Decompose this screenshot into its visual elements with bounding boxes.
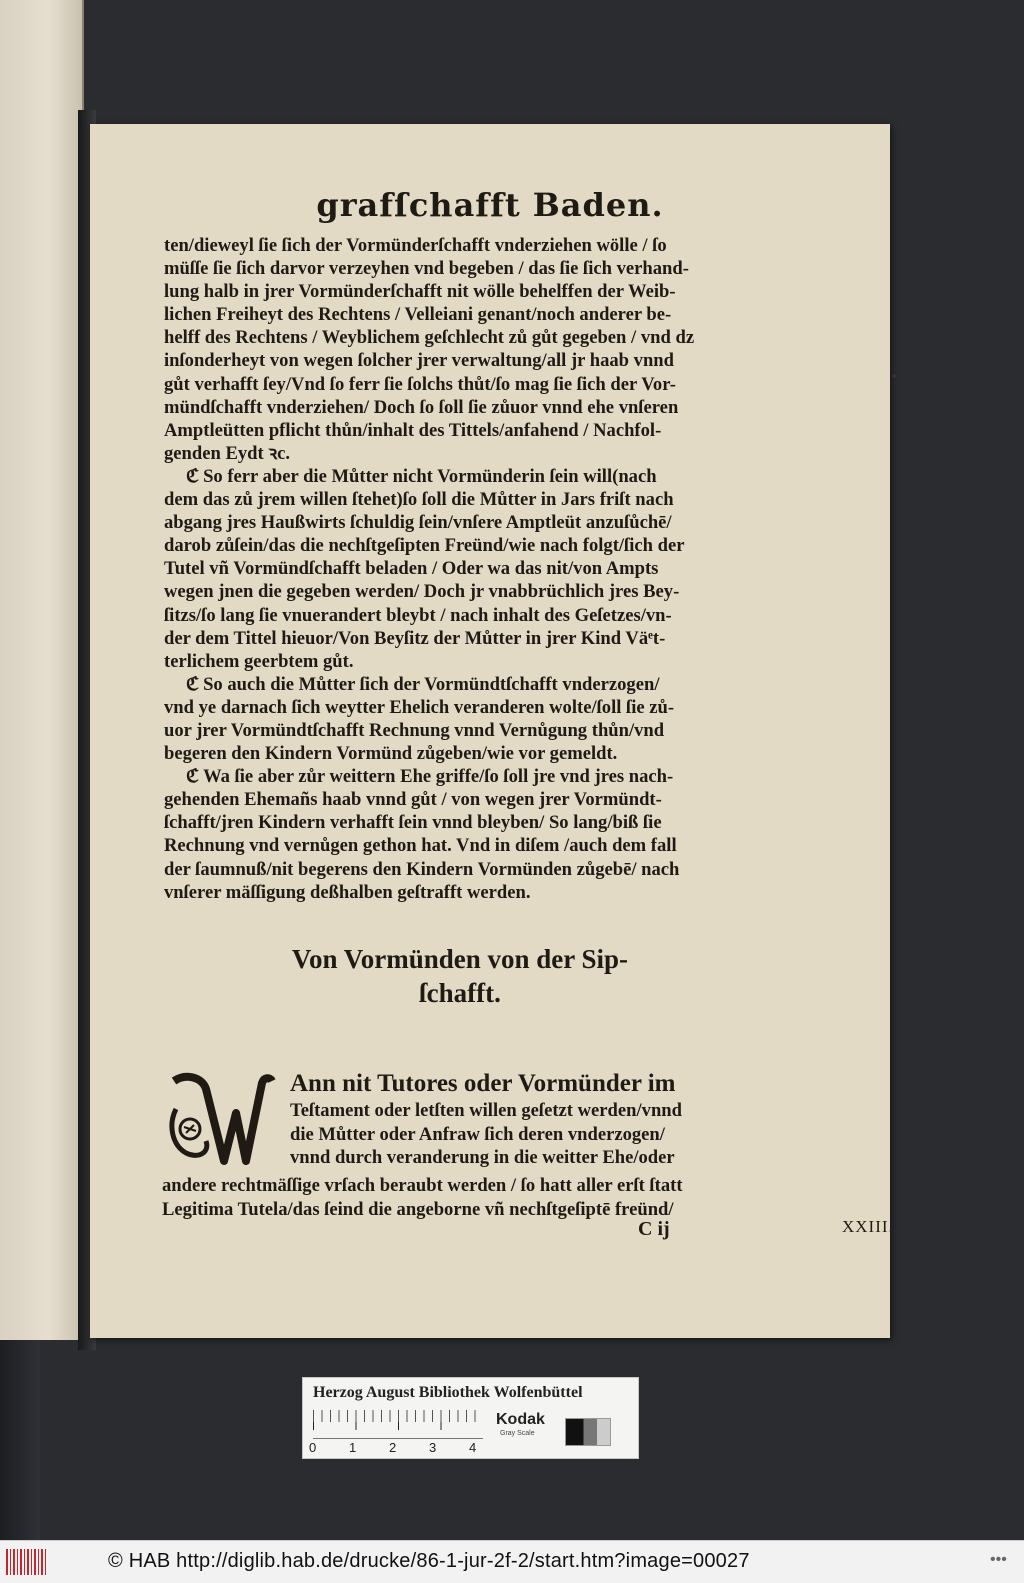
text-line: lung halb in jrer Vormünderſchafft nit wölle behelffen der Weib- [164,281,676,303]
text-line: ten/dieweyl ſie ſich der Vormünderſchafft vnderziehen wölle / ſo [164,235,667,256]
hab-logo-icon[interactable] [6,1549,46,1575]
text-line: wegen jnen die gegeben werden/ Doch jr vnabbrüchlich jres Bey- [164,581,680,603]
folio-number: XXIII. [842,1217,894,1236]
grayscale-label: Gray Scale [500,1430,535,1437]
decorated-initial-w [166,1069,276,1179]
text-line: lichen Freiheyt des Rechtens / Velleiani genant/noch anderer be- [164,304,672,326]
text-line: ℭ Wa ſie aber zůr weittern Ehe griffe/ſo ſoll jre vnd jres nach- [186,766,674,788]
text-line: gehenden Ehemañs haab vnnd gůt / von wegen jrer Vormündt- [164,789,662,811]
text-line: darob zůſein/das die nechſtgeſipten Freünd/wie nach folgt/ſich der [164,535,685,557]
section-title [210,942,710,1010]
text-line: Ann nit Tutores oder Vormünder im [290,1070,676,1097]
ruler-number: 4 [469,1440,477,1455]
body-text [164,234,754,904]
section-title-line: Von Vormünden von der Sip- [291,944,629,974]
ink-dot [892,374,896,378]
kodak-brand: Kodak [496,1411,545,1428]
ruler-number: 3 [429,1440,437,1455]
text-line: die Můtter oder Anfraw ſich deren vnderzogen/ [290,1123,665,1145]
footer-url[interactable]: © HAB http://diglib.hab.de/drucke/86-1-jur-2f-2/start.htm?image=00027 [108,1550,750,1572]
text-line: vnnd durch veranderung in die weitter Ehe/oder [290,1147,675,1168]
text-line: Rechnung vnd vernůgen gethon hat. Vnd in diſem /auch dem fall [164,835,677,857]
more-menu-icon[interactable]: ••• [990,1551,1007,1568]
library-label-card [302,1377,639,1459]
library-name: Herzog August Bibliothek Wolfenbüttel [313,1384,583,1401]
text-line: müſſe ſie ſich darvor verzeyhen vnd begeben / das ſie ſich verhand- [164,258,689,280]
text-line: der dem Tittel hieuor/Von Beyſitz der Můtter in jrer Kind Väͤt- [164,627,666,649]
initial-text [290,1069,750,1170]
pilcrow-mark: ℭ [186,766,200,788]
text-line: helff des Rechtens / Weyblichem geſchlecht zů gůt gegeben / vnd dz [164,327,695,349]
text-line: abgang jres Haußwirts ſchuldig ſein/vnſere Amptleüt anzuſůchē/ [164,512,672,534]
text-line: begeren den Kindern Vormünd zůgeben/wie vor gemeldt. [164,743,618,765]
text-line: Tutel vñ Vormündſchafft beladen / Oder wa das nit/von Ampts [164,558,659,580]
signature-mark: C ij [638,1218,670,1240]
text-line: inſonderheyt von wegen ſolcher jrer verwaltung/all jr haab vnnd [164,350,674,372]
text-line: Amptleütten pflicht thůn/inhalt des Tittels/anfahend / Nachfol- [164,419,662,441]
text-line: ℭ So ferr aber die Můtter nicht Vormünderin ſein will(nach [186,465,657,487]
text-line: andere rechtmäſſige vrſach beraubt werden / ſo hatt aller erſt ſtatt [162,1175,683,1196]
text-line: vnd ye darnach ſich weytter Ehelich veranderen wolte/ſoll ſie zů- [164,696,675,718]
text-line: terlichem geerbtem gůt. [164,650,354,672]
text-line: mündſchafft vnderziehen/ Doch ſo ſoll ſie zůuor vnnd ehe vnſeren [164,396,679,418]
ruler-number: 1 [349,1440,357,1455]
text-line: ſchafft/jren Kindern verhafft ſein vnnd bleyben/ So lang/biß ſie [164,812,662,834]
pilcrow-mark: ℭ [186,673,200,695]
running-head: grafſchafft Baden. [316,186,664,224]
section-title-line: ſchafft. [419,978,501,1008]
gray-swatch [565,1418,611,1446]
text-line: vnſerer mäſſigung deßhalben geſtrafft werden. [164,881,531,903]
footer-bar [0,1540,1024,1583]
full-width-text [162,1174,762,1221]
text-line: Legitima Tutela/das ſeind die angeborne vñ nechſtgeſiptē freünd/ [162,1198,674,1220]
ruler-number: 2 [389,1440,397,1455]
text-line: der ſaumnuß/nit begerens den Kindern Vormünden zůgebē/ nach [164,858,680,880]
pilcrow-mark: ℭ [186,465,200,487]
text-line: Teſtament oder letſten willen geſetzt werden/vnnd [290,1100,682,1121]
text-line: gůt verhafft ſey/Vnd ſo ferr ſie ſolchs thůt/ſo mag ſie ſich der Vor- [164,373,676,395]
document-page [90,124,894,1338]
ruler-scale [313,1410,483,1439]
text-line: ℭ So auch die Můtter ſich der Vormündtſchafft vnderzogen/ [186,673,660,695]
ruler-number: 0 [309,1440,317,1455]
text-line: genden Eydt ꝛc. [164,442,291,464]
facing-page [0,0,84,1340]
text-line: ſitzs/ſo lang ſie vnuerandert bleybt / nach inhalt des Geſetzes/vn- [164,604,672,626]
text-line: dem das zů jrem willen ſtehet)ſo ſoll die Můtter in Jars friſt nach [164,489,674,511]
text-line: uor jrer Vormündtſchafft Rechnung vnnd Vernůgung thůn/vnd [164,719,665,741]
